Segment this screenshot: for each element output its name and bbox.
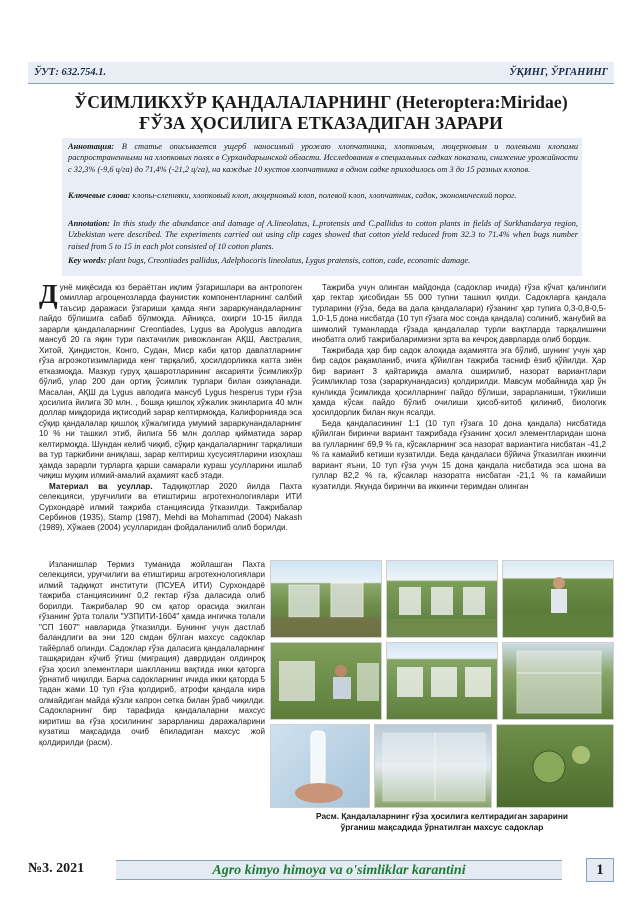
keywords-ru-label: Ключевые слова: [68, 191, 131, 200]
intro-paragraph [39, 279, 302, 482]
photo-cages-field-1 [270, 560, 382, 638]
photo-researcher-field [502, 560, 614, 638]
methods-heading: Материал ва усуллар. [49, 481, 153, 491]
photo-cotton-boll [496, 724, 614, 808]
results-paragraph: Беда қандаласининг 1:1 (10 туп ғўзага 10 дона қандала) нисбатида қўйилган биринчи вариант тажрибада ғўзанинг ҳосил элементларидан шона ва гулларнинг 69,9 % га, кўсакларнинг эса назорат вариантига нисбатан -41,2 % га камайиб кетиши кузатилди. Беда қандаласи бўйича ўтказилган иккинчи вариант яъни, 10 туп ғўза учун 15 дона қандала нисбатида эса шона ва гуллар 82,2 % га, кўсаклар назоратга нисбатан -21,1 % га камайиши кузатилди. Якунда биринчи ва иккинчи теримдан олинган [312, 418, 606, 491]
intro-text: унё миқёсида юз бераётган иқлим ўзгаришлари ва антропоген омиллар агроценозларда фаунистик компонентларнинг салбий таъсир даражаси ўзгариши ҳамда янги зараркунандаларнинг пайдо бўлишига сабаб бўлмоқда. Айниқса, охирги 10-15 йилда зарарли қандалаларнинг Creontiades, Lygus ва Apolygus авлодига мансуб 20 га яқин тури пахтачилик ривожланган АҚШ, Австралия, Хитой, Ҳиндистон, Конго, Судан, Миср каби қатор давлатларнинг ғўза агроэкотизимларида кенг тарқалиб, ҳосилдорликка катта зиён етказмоқда. Мазкур гуруҳ ҳашаротларининг аксарияти ўсимликхўр бўлиб, улар 200 дан ортиқ ўсимлик турлари билан озиқланади. Масалан, АҚШ да Lygus авлодига мансуб Lygus hesperus тури ғўза ҳосилига йилига 30 млн. , бошқа қишлоқ хўжалик экинларига 40 млн доллар миқдорида иқтисодий зарар келтирмоқда, Калифорнияда эса сўқир қандалалар қишлоқ хўжалигида умумий зараркунандаларнинг 10 % ни ташкил этиб, йилига 56 млн доллар қийматида зарар келтирмоқда. Шундан келиб чиқиб, сўқир қандалаларнинг тарқалиши ва тур таркибини аниқлаш, зарар келтириш хусусиятларини изоҳлаш ҳамда зарарли турларга қарши самарали кураш усулларини ишлаб чиқиш муҳим илмий-амалий аҳамият касб этади. [39, 283, 302, 481]
figure-photos [270, 560, 615, 808]
journal-name: Agro kimyo himoya va o'simliklar karantini [212, 863, 466, 878]
photo-workers-cages [270, 642, 382, 720]
keywords-ru-text: клопы-слепняки, хлопковый клоп, люцерновый клоп, полевой клоп, хлопчатник, садок, экономический порог. [132, 191, 517, 200]
running-header [28, 62, 614, 84]
abstract-ru-text: В статье описывается ущерб наносимый урожаю хлопчатника, хлопковым, люцерновым и полевыми клопами распространенными на хлопковых полях в Сурхандарьинской области. Исследования в специальных садках показали, снижение урожайности с 32,3% (-9,6 ц/га) до 71,4% (-21,2 ц/га), на каждые 10 кустов хлопчатника в одном садке приходилось от 3 до 15 разных клопов. [68, 142, 579, 174]
abstract-en-label: Annotation: [68, 219, 110, 228]
drop-cap: Д [39, 279, 58, 309]
article-title-line2: ҒЎЗА ҲОСИЛИГА ЕТКАЗАДИГАН ЗАРАРИ [139, 113, 503, 133]
journal-band [116, 860, 562, 880]
keywords-en [68, 255, 578, 266]
site-paragraph: Изланишлар Термиз туманида жойлашган Пахта селекцияси, уруғчилиги ва етиштириш агротехнологиялари илмий тадқиқот институти (ПСУЕА ИТИ) Сурхондарё тажриба станциясининг 0,2 гектар ғўза даласида олиб борилди. Тажрибалар 90 см қатор орасида экилган ғўзанинг ўрта толали "УЗПИТИ-1604" ҳамда ингичка толали "СП 1607" навларида ўтказилди. Буниннг учун дастлаб баландлиги ва эни 120 смдан бўлган махсус садоклар тайёрлаб олинди. Садоклар ғўза даласига қандалаларнинг ташқаридан кўчиб ўтиш (миграция) даврдидан олдинроқ ғўза ҳосил элементлари шаклланиш вақтида икки қаторга ўрнатиб чиқилди. Барча садокларнинг ичида икки қаторда 5 тадан жами 10 туп ғўза қолдириб, атрофи қандала кира олмайдиган майда кўзли капрон сетка билан ўраб чиқилди. Садокларнинг бир тарафида қандалаларни махсус киритиш ва ғўза ҳосилининг зарарланиш даражаларини кузатиш мақсадида очиб ёпиладиган махсус жой қолдирилди (расм). [39, 560, 265, 747]
keywords-ru [68, 190, 578, 201]
photo-cage-interior [374, 724, 492, 808]
left-column-bottom [39, 560, 265, 748]
abstract-ru-label: Аннотация: [68, 142, 115, 151]
keywords-en-label: Key words: [68, 256, 107, 265]
udc-code: ЎУТ: 632.754.1. [34, 67, 107, 78]
density-paragraph: Тажриба учун олинган майдонда (садоклар ичида) ғўза кўчат қалинлиги ҳар гектар ҳисобидан 55 000 тупни ташкил қилди. Садокларга қандала турларини (ғўза, беда ва дала қандалалари) ғўзанинг ҳар тупига 0,3-0,8-0,5-1,0-1,5 дона нисбатда (10 туп ғўзага мос сонда қандала) солиниб, жанубий ва шимолий туманларда ғўзада қандалалар турли вақтларда тарқалишини инобатга олиб тажрибаларимизни эрта ва кечроқ даврларда олиб бордик. [312, 283, 606, 345]
abstract-en-text: In this study the abundance and damage of A.lineolatus, L.protensis and C.pallidus to cotton plants in fields of Surkhandarya region, Uzbekistan were described. The experiments carried out using clip cages showed that cotton yield reduced from 32.3 to 71.4% when bugs number raised from 5 to 15 in each plot consisted of 10 cotton plants. [68, 219, 579, 251]
section-rubric: ЎҚИНГ, ЎРГАНИНГ [509, 67, 608, 78]
figure-caption-line1: Расм. Қандалаларнинг ғўза ҳосилига келтирадиган зарарини [316, 811, 568, 821]
issue-number: №3. 2021 [28, 861, 85, 876]
abstract-box [62, 138, 582, 276]
figure-caption-line2: ўрганиш мақсадида ўрнатилган махсус садоклар [340, 822, 544, 832]
abstract-en [68, 218, 578, 252]
design-paragraph: Тажрибада ҳар бир садок алоҳида аҳамиятга эга бўлиб, шунинг учун ҳар бир садок рақамланиб, ичига қўйилган тажриба тасниф ёзиб қўйилди. Ҳар бир вариант 3 қайтариқда амалга оширилиб, назорат вариантлари ўсимликлар тоза (зараркунандасиз) қолдирилди. Мавсум мобайнида ҳар ўн кунликда ўсимликда ҳосилларнинг пайдо бўлиши, зарарланиши, тўкилиши ҳамда кўсак пайдо бўлиб очилиши ҳисоб-китоб қилиниб, биологик ҳосилдорлик билан якун ясалди. [312, 345, 606, 418]
article-title-line1: ЎСИМЛИКХЎР ҚАНДАЛАЛАРНИНГ (Heteroptera:Miridae) [74, 92, 568, 112]
abstract-ru [68, 141, 578, 175]
right-column [312, 283, 606, 492]
methods-text: Тадқиқотлар 2020 йилда Пахта селекцияси, уруғчилиги ва етиштириш агротехнологиялари ИТИ Сурхондарё илмий тажриба станциясида ўтказилди. Тажрибалар Сербинов (1935), Stamp (1987), Mehdi ва Mohammad (2004) Nakash (1989), Хўжаев (2004) усулларидан фойдаланилиб олиб борилди. [39, 481, 303, 533]
photo-vial-hand [270, 724, 370, 808]
page-number: 1 [586, 858, 614, 882]
photo-cages-field-2 [386, 560, 498, 638]
methods-paragraph [39, 482, 302, 534]
running-footer [28, 858, 614, 882]
keywords-en-text: plant bugs, Creontiades pallidus, Adelphocoris lineolatus, Lygus pratensis, cotton, cade, economic damage. [108, 256, 471, 265]
photo-cage-rows [386, 642, 498, 720]
left-column-top [39, 279, 303, 534]
photo-cage-closeup [502, 642, 614, 720]
figure-caption [268, 811, 616, 833]
article-title [28, 92, 614, 134]
